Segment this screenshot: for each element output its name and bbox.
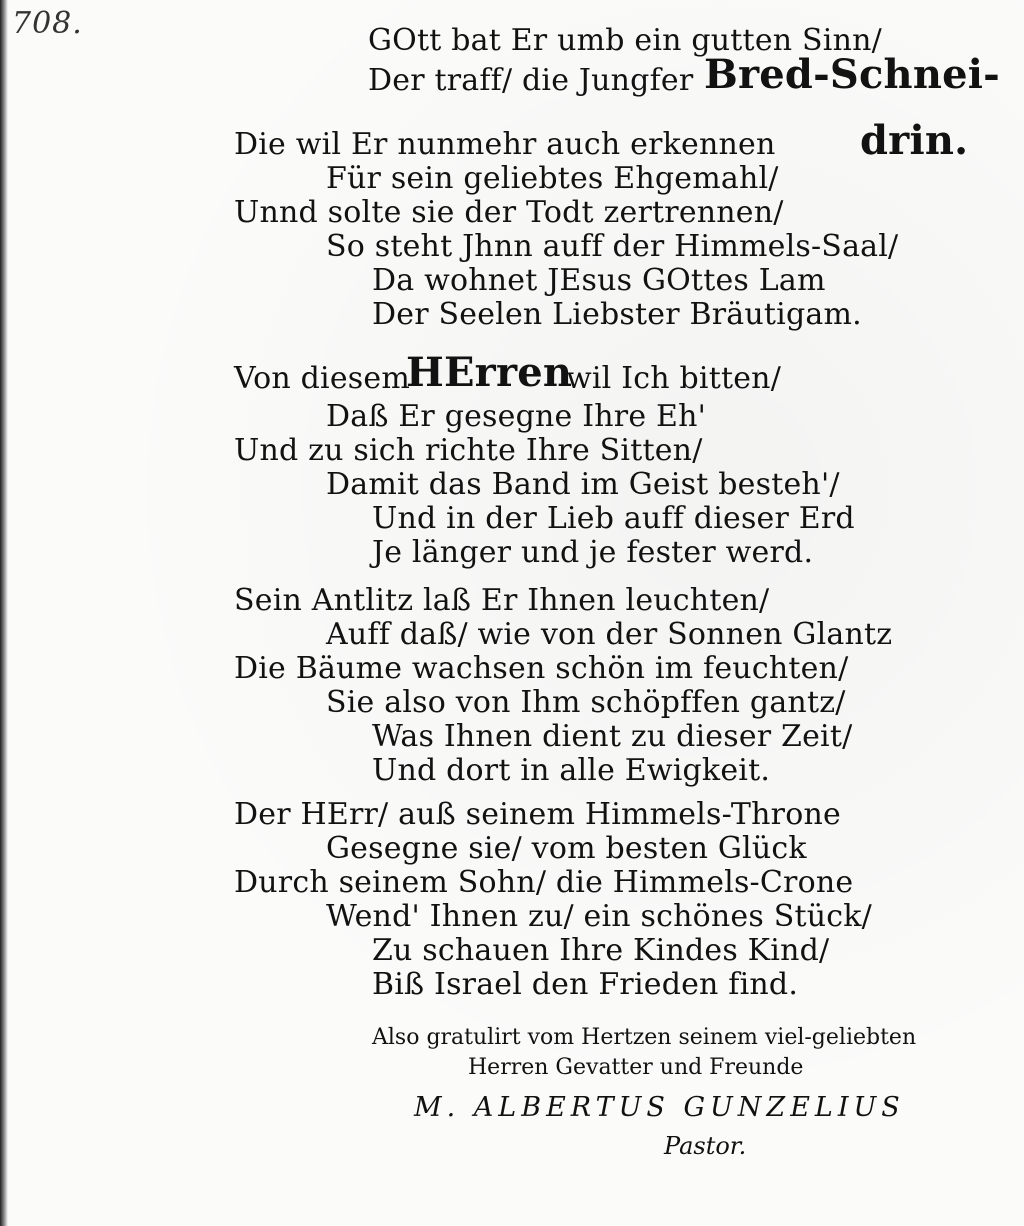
closing-line: Also gratulirt vom Hertzen seinem viel-geliebten (372, 1025, 917, 1050)
verse-line: Auff daß/ wie von der Sonnen Glantz (326, 617, 893, 652)
verse-line: Biß Israel den Frieden find. (372, 967, 799, 1002)
verse-line: Zu schauen Ihre Kindes Kind/ (372, 933, 830, 968)
verse-line: Sein Antlitz laß Er Ihnen leuchten/ (234, 583, 770, 618)
page-edge (0, 0, 8, 1226)
verse-line: Und dort in alle Ewigkeit. (372, 753, 771, 788)
verse-line: Die Bäume wachsen schön im feuchten/ (234, 651, 849, 686)
author-name: M. ALBERTUS GUNZELIUS (414, 1092, 905, 1123)
verse-line: So steht Jhnn auff der Himmels-Saal/ (326, 229, 899, 264)
author-title: Pastor. (664, 1132, 747, 1160)
lord-word: HErren (406, 349, 573, 396)
verse-line: Von diesem (234, 361, 410, 396)
verse-line: Wend' Ihnen zu/ ein schönes Stück/ (326, 899, 872, 934)
page-number: 708. (12, 6, 83, 41)
verse-line: Gesegne sie/ vom besten Glück (326, 831, 807, 866)
verse-line: Der Seelen Liebster Bräutigam. (372, 297, 862, 332)
verse-line: Und zu sich richte Ihre Sitten/ (234, 433, 703, 468)
verse-line: Sie also von Ihm schöpffen gantz/ (326, 685, 846, 720)
verse-line: Damit das Band im Geist besteh'/ (326, 467, 840, 502)
bride-name: Bred-Schnei- (704, 51, 1000, 98)
verse-line: Durch seinem Sohn/ die Himmels-Crone (234, 865, 854, 900)
verse-line: Da wohnet JEsus GOttes Lam (372, 263, 826, 298)
verse-line: Unnd solte sie der Todt zertrennen/ (234, 195, 784, 230)
verse-line: Für sein geliebtes Ehgemahl/ (326, 161, 779, 196)
verse-line: Der traff/ die Jungfer (368, 63, 694, 98)
verse-line: Je länger und je fester werd. (372, 535, 814, 570)
bride-name-end: drin. (860, 117, 969, 164)
verse-line: Daß Er gesegne Ihre Eh' (326, 399, 707, 434)
closing-line: Herren Gevatter und Freunde (468, 1055, 804, 1080)
verse-line: GOtt bat Er umb ein gutten Sinn/ (368, 23, 882, 58)
verse-line: Die wil Er nunmehr auch erkennen (234, 127, 776, 162)
verse-line: wil Ich bitten/ (566, 361, 782, 396)
verse-line: Der HErr/ auß seinem Himmels-Throne (234, 797, 841, 832)
verse-line: Was Ihnen dient zu dieser Zeit/ (372, 719, 853, 754)
verse-line: Und in der Lieb auff dieser Erd (372, 501, 855, 536)
